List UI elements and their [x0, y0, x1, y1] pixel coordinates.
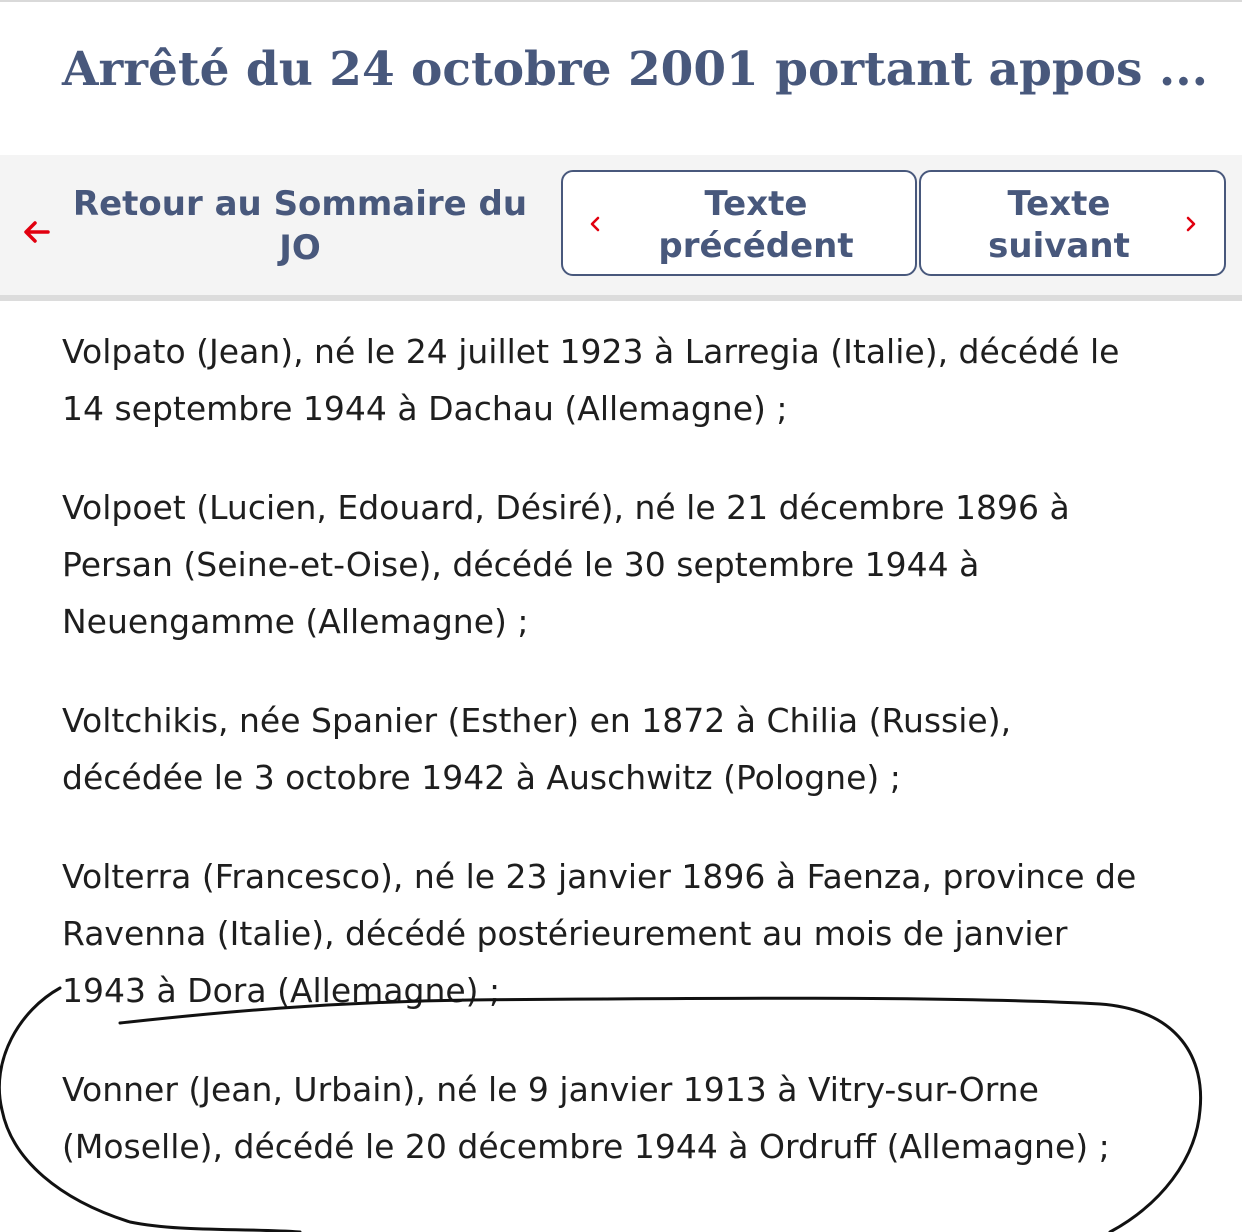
- decree-content: [62, 323, 1212, 1217]
- entry-vonner: [62, 1061, 1212, 1175]
- entry-line: Voltchikis, née Spanier (Esther) en 1872 à Chilia (Russie),: [62, 701, 1012, 740]
- top-divider: [0, 0, 1242, 2]
- back-to-summary-label: Retour au Sommaire du JO: [72, 184, 528, 268]
- back-to-summary-link[interactable]: [0, 165, 545, 285]
- chevron-right-icon: [1185, 214, 1197, 234]
- entry-line: décédée le 3 octobre 1942 à Auschwitz (Pologne) ;: [62, 758, 901, 797]
- arrow-left-icon: [22, 220, 50, 244]
- previous-text-label: Texte précédent: [658, 184, 854, 266]
- entry-line: Volpato (Jean), né le 24 juillet 1923 à Larregia (Italie), décédé le: [62, 332, 1120, 371]
- page-title: Arrêté du 24 octobre 2001 portant appos ...: [62, 42, 1208, 97]
- entry-line: Neuengamme (Allemagne) ;: [62, 602, 529, 641]
- entry-volpoet: [62, 479, 1212, 650]
- next-text-button[interactable]: [919, 170, 1226, 276]
- previous-text-button[interactable]: [561, 170, 917, 276]
- entry-line: 1943 à Dora (Allemagne) ;: [62, 971, 501, 1010]
- entry-line: Persan (Seine-et-Oise), décédé le 30 septembre 1944 à: [62, 545, 980, 584]
- entry-line: 14 septembre 1944 à Dachau (Allemagne) ;: [62, 389, 788, 428]
- entry-line: Vonner (Jean, Urbain), né le 9 janvier 1913 à Vitry-sur-Orne: [62, 1070, 1039, 1109]
- entry-line: (Moselle), décédé le 20 décembre 1944 à Ordruff (Allemagne) ;: [62, 1127, 1110, 1166]
- entry-line: Ravenna (Italie), décédé postérieurement au mois de janvier: [62, 914, 1068, 953]
- entry-volpato: [62, 323, 1212, 437]
- navigation-bar: [0, 155, 1242, 301]
- entry-line: Volterra (Francesco), né le 23 janvier 1896 à Faenza, province de: [62, 857, 1137, 896]
- next-text-label: Texte suivant: [988, 184, 1130, 266]
- entry-line: Volpoet (Lucien, Edouard, Désiré), né le 21 décembre 1896 à: [62, 488, 1070, 527]
- chevron-left-icon: [589, 214, 601, 234]
- entry-voltchikis: [62, 692, 1212, 806]
- entry-volterra: [62, 848, 1212, 1019]
